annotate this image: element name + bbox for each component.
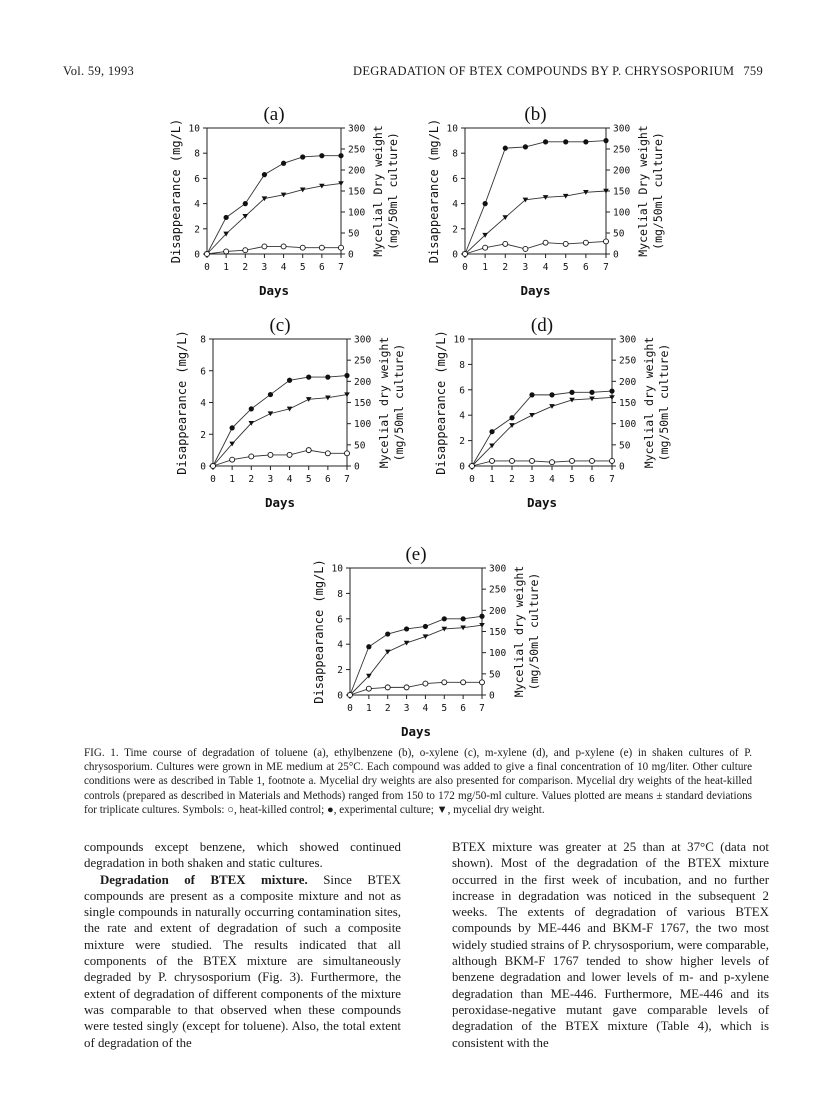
x-tick-label: 1 (229, 474, 236, 485)
data-point-experimental (503, 146, 508, 151)
data-point-experimental (262, 172, 267, 177)
y-tick-label: 2 (452, 224, 458, 236)
data-point-heat-killed (385, 685, 390, 690)
y-tick-label: 10 (453, 334, 465, 346)
data-point-experimental (243, 201, 248, 206)
data-point-heat-killed (470, 464, 475, 469)
data-point-experimental (563, 139, 568, 144)
y2-tick-label: 0 (619, 461, 625, 473)
data-point-heat-killed (224, 249, 229, 254)
data-point-experimental (306, 375, 311, 380)
x-tick-label: 7 (344, 474, 350, 485)
y-axis-title: Disappearance (mg/L) (312, 559, 326, 704)
x-tick-label: 7 (338, 262, 344, 273)
x-tick-label: 0 (469, 474, 475, 485)
data-point-heat-killed (230, 457, 235, 462)
paragraph: compounds except benzene, which showed continued degradation in both shaken and static cultures. (84, 840, 401, 871)
y2-tick-label: 200 (489, 605, 507, 617)
x-tick-label: 3 (529, 474, 535, 485)
data-point-heat-killed (604, 239, 609, 244)
data-point-heat-killed (510, 458, 515, 463)
data-point-experimental (338, 153, 343, 158)
data-point-heat-killed (570, 458, 575, 463)
x-tick-label: 0 (462, 262, 468, 273)
x-tick-label: 4 (280, 262, 287, 273)
y2-tick-label: 0 (489, 690, 495, 702)
y-tick-label: 6 (459, 385, 465, 397)
data-point-heat-killed (550, 460, 555, 465)
data-point-dry-weight (549, 404, 555, 409)
x-tick-label: 3 (522, 262, 529, 273)
data-point-experimental (281, 161, 286, 166)
data-point-experimental (489, 429, 494, 434)
data-point-experimental (300, 154, 305, 159)
y2-axis-title-units: (mg/50ml culture) (651, 132, 665, 250)
data-point-heat-killed (543, 240, 548, 245)
data-point-experimental (249, 406, 254, 411)
y2-tick-label: 100 (619, 419, 637, 431)
y2-tick-label: 150 (619, 398, 637, 409)
figure-caption: FIG. 1. Time course of degradation of toluene (a), ethylbenzene (b), o-xylene (c), m-xylene (d), and p-xylene (e) in shaken cultures of P. chrysosporium. Cultures were grown in ME medium at 25°C. Each compound was added to give a final concentration of 10 mg/liter. Other culture conditions were as described in Table 1, footnote a. Mycelial dry weights are also presented for comparison. Mycelial dry weights of the heat-killed controls (prepared as described in Materials and Methods) ranged from 150 to 172 mg/50-ml culture. Values plotted are means ± standard deviations for triplicate cultures. Symbols: ○, heat-killed control; ●, experimental culture; ▼, mycelial dry weight. (84, 747, 752, 816)
x-tick-label: 5 (299, 262, 306, 273)
y2-tick-label: 0 (354, 461, 360, 473)
section-heading: Degradation of BTEX mixture. (100, 872, 308, 887)
x-tick-label: 6 (582, 262, 589, 273)
y-tick-label: 0 (459, 461, 465, 473)
data-point-experimental (230, 425, 235, 430)
y-tick-label: 4 (337, 639, 343, 651)
panel-label: (d) (530, 315, 554, 336)
y2-tick-label: 0 (348, 249, 354, 261)
data-point-heat-killed (423, 681, 428, 686)
body-column-left (84, 839, 401, 1051)
y2-tick-label: 300 (354, 334, 372, 346)
y2-axis-title: Mycelial dry weight (512, 565, 526, 698)
x-tick-label: 0 (204, 262, 210, 273)
y-tick-label: 2 (194, 224, 200, 236)
x-tick-label: 1 (365, 703, 372, 714)
data-point-experimental (268, 392, 273, 397)
y-tick-label: 2 (200, 429, 206, 441)
data-point-experimental (319, 153, 324, 158)
y-tick-label: 0 (200, 461, 206, 473)
y2-tick-label: 150 (354, 398, 372, 409)
y2-tick-label: 250 (354, 355, 372, 367)
x-tick-label: 3 (267, 474, 274, 485)
series-line-filled-circle (465, 141, 606, 254)
y2-axis-title-units: (mg/50ml culture) (386, 132, 400, 250)
data-point-experimental (461, 616, 466, 621)
data-point-experimental (569, 390, 574, 395)
y-tick-label: 6 (337, 614, 343, 626)
x-axis-title: Days (520, 283, 551, 298)
data-point-heat-killed (281, 244, 286, 249)
x-tick-label: 4 (549, 474, 555, 485)
data-point-heat-killed (442, 680, 447, 685)
data-point-experimental (287, 378, 292, 383)
data-point-heat-killed (483, 245, 488, 250)
panel-label: (a) (263, 104, 285, 125)
y2-tick-label: 200 (613, 165, 631, 177)
y2-axis-title: Mycelial dry weight (377, 336, 391, 469)
data-point-heat-killed (463, 252, 468, 257)
x-axis-title: Days (264, 495, 296, 510)
x-tick-label: 5 (441, 703, 448, 714)
x-tick-label: 0 (347, 703, 353, 714)
y-tick-label: 8 (452, 148, 458, 160)
y2-tick-label: 150 (348, 186, 366, 198)
data-point-experimental (543, 139, 548, 144)
data-point-experimental (479, 614, 484, 619)
y-tick-label: 4 (459, 410, 465, 422)
x-tick-label: 2 (502, 262, 509, 273)
data-point-experimental (366, 644, 371, 649)
x-tick-label: 0 (210, 474, 216, 485)
x-tick-label: 7 (603, 262, 609, 273)
data-point-experimental (603, 138, 608, 143)
y2-tick-label: 300 (489, 563, 507, 575)
x-tick-label: 1 (482, 262, 489, 273)
data-point-experimental (583, 139, 588, 144)
y2-tick-label: 100 (348, 207, 366, 219)
y-tick-label: 6 (452, 173, 458, 185)
data-point-experimental (423, 624, 428, 629)
data-point-heat-killed (319, 245, 324, 250)
y2-tick-label: 250 (489, 584, 507, 596)
data-point-experimental (523, 144, 528, 149)
y-tick-label: 8 (459, 359, 465, 371)
y2-tick-label: 100 (489, 648, 507, 660)
y-tick-label: 0 (194, 249, 200, 261)
data-point-heat-killed (243, 248, 248, 253)
page-number: 759 (743, 64, 763, 78)
y2-tick-label: 200 (619, 376, 637, 388)
y2-tick-label: 200 (348, 165, 366, 177)
x-tick-label: 2 (242, 262, 249, 273)
x-tick-label: 6 (318, 262, 325, 273)
paragraph-text: Since BTEX compounds are present as a composite mixture and not as single compounds in naturally occurring contamination sites, the rate and extent of degradation of such a composite mixture were studied. The results indicated that all components of the BTEX mixture are simultaneously degraded by P. chrysosporium (Fig. 3). Furthermore, the extent of degradation of different components of the mixture was comparable to that observed when these compounds were tested singly (except for toluene). Also, the total extent of degradation of the (84, 872, 401, 1050)
y-axis-title: Disappearance (mg/L) (175, 330, 189, 475)
y2-tick-label: 100 (613, 207, 631, 219)
y2-axis-title-units: (mg/50ml culture) (392, 343, 406, 462)
x-tick-label: 3 (403, 703, 410, 714)
x-axis-title: Days (258, 283, 290, 298)
series-line-filled-circle (207, 156, 341, 254)
x-tick-label: 4 (286, 474, 293, 485)
data-point-heat-killed (530, 458, 535, 463)
data-point-heat-killed (366, 686, 371, 691)
x-tick-label: 2 (509, 474, 515, 485)
panel-label: (c) (269, 315, 291, 336)
y2-axis-title-units: (mg/50ml culture) (657, 343, 671, 462)
x-tick-label: 5 (569, 474, 575, 485)
data-point-heat-killed (461, 680, 466, 685)
y-tick-label: 6 (194, 173, 200, 185)
x-tick-label: 7 (479, 703, 485, 714)
data-point-heat-killed (480, 680, 485, 685)
journal-volume: Vol. 59, 1993 (63, 64, 135, 78)
x-tick-label: 6 (589, 474, 595, 485)
x-tick-label: 2 (248, 474, 255, 485)
y2-tick-label: 200 (354, 376, 372, 388)
y2-axis-title: Mycelial Dry weight (371, 125, 385, 257)
data-point-experimental (529, 392, 534, 397)
y-tick-label: 2 (459, 436, 465, 448)
series-line-filled-circle (472, 391, 612, 466)
data-point-experimental (589, 390, 594, 395)
data-point-dry-weight (529, 413, 535, 418)
y2-tick-label: 300 (619, 334, 637, 346)
y2-tick-label: 250 (619, 355, 637, 367)
data-point-heat-killed (205, 252, 210, 257)
data-point-heat-killed (211, 464, 216, 469)
paragraph: BTEX mixture was greater at 25 than at 37°C (data not shown). Most of the degradation of the BTEX mixture occurred in the first week of incubation, and no further increase in degradation was noticed in the subsequent 2 weeks. The extents of degradation of various BTEX compounds by ME-446 and BKM-F 1767, the two most widely studied strains of P. chrysosporium, were comparable, although BKM-F 1767 tended to show higher levels of benzene degradation and lower levels of m- and p-xylene degradation than ME-446. Furthermore, ME-446 and its peroxidase-negative mutant gave comparable levels of degradation of the BTEX mixture (Table 4), which is consistent with the (452, 840, 769, 1050)
data-point-experimental (224, 215, 229, 220)
y-tick-label: 0 (337, 690, 343, 702)
data-point-heat-killed (503, 241, 508, 246)
data-point-heat-killed (339, 245, 344, 250)
data-point-heat-killed (262, 244, 267, 249)
data-point-heat-killed (268, 452, 273, 457)
paragraph (84, 872, 401, 1051)
data-point-heat-killed (348, 693, 353, 698)
y2-tick-label: 50 (348, 228, 360, 240)
data-point-experimental (404, 626, 409, 631)
panel-label: (b) (524, 104, 547, 125)
data-point-heat-killed (590, 458, 595, 463)
y2-tick-label: 250 (613, 144, 631, 156)
x-tick-label: 7 (609, 474, 615, 485)
y-tick-label: 8 (200, 334, 206, 346)
data-point-heat-killed (249, 454, 254, 459)
y2-tick-label: 100 (354, 419, 372, 431)
x-tick-label: 5 (562, 262, 569, 273)
y-tick-label: 8 (337, 588, 343, 600)
y2-tick-label: 0 (613, 249, 619, 261)
article-running-title: DEGRADATION OF BTEX COMPOUNDS BY P. CHRYSOSPORIUM (353, 64, 735, 78)
y-tick-label: 6 (200, 366, 206, 378)
x-axis-title: Days (400, 724, 432, 739)
x-tick-label: 6 (324, 474, 331, 485)
data-point-heat-killed (583, 240, 588, 245)
x-tick-label: 1 (489, 474, 495, 485)
data-point-experimental (483, 201, 488, 206)
y-tick-label: 4 (200, 398, 206, 409)
x-tick-label: 2 (384, 703, 391, 714)
x-tick-label: 6 (460, 703, 467, 714)
data-point-experimental (442, 616, 447, 621)
y2-tick-label: 150 (489, 627, 507, 638)
body-column-right (452, 839, 769, 1051)
panel-label: (e) (405, 544, 427, 565)
y-axis-title: Disappearance (mg/L) (427, 118, 441, 264)
x-tick-label: 4 (542, 262, 549, 273)
x-tick-label: 3 (261, 262, 268, 273)
x-tick-label: 5 (305, 474, 312, 485)
data-point-experimental (344, 373, 349, 378)
data-point-heat-killed (300, 245, 305, 250)
data-point-experimental (509, 415, 514, 420)
y2-axis-title: Mycelial Dry weight (636, 125, 650, 257)
x-tick-label: 4 (422, 703, 429, 714)
y2-tick-label: 50 (619, 440, 631, 452)
data-point-experimental (325, 375, 330, 380)
data-point-heat-killed (490, 458, 495, 463)
y-tick-label: 4 (194, 199, 200, 211)
y-tick-label: 10 (188, 123, 200, 135)
y2-axis-title-units: (mg/50ml culture) (527, 572, 541, 691)
y-tick-label: 10 (331, 563, 343, 575)
y2-tick-label: 50 (613, 228, 625, 240)
data-point-experimental (549, 392, 554, 397)
y-axis-title: Disappearance (mg/L) (434, 330, 448, 475)
y-tick-label: 10 (446, 123, 458, 135)
data-point-heat-killed (306, 448, 311, 453)
y-axis-title: Disappearance (mg/L) (169, 118, 183, 264)
data-point-heat-killed (523, 246, 528, 251)
x-axis-title: Days (526, 495, 558, 510)
y2-tick-label: 150 (613, 186, 631, 198)
y2-tick-label: 50 (489, 669, 501, 681)
y2-tick-label: 300 (613, 123, 631, 135)
data-point-heat-killed (563, 241, 568, 246)
y-tick-label: 2 (337, 665, 343, 677)
y2-tick-label: 250 (348, 144, 366, 156)
y2-tick-label: 300 (348, 123, 366, 135)
y2-tick-label: 50 (354, 440, 366, 452)
data-point-dry-weight (404, 641, 410, 646)
y-tick-label: 8 (194, 148, 200, 160)
data-point-heat-killed (325, 451, 330, 456)
data-point-heat-killed (610, 458, 615, 463)
data-point-experimental (385, 631, 390, 636)
data-point-heat-killed (345, 451, 350, 456)
x-tick-label: 1 (223, 262, 230, 273)
y-tick-label: 0 (452, 249, 458, 261)
data-point-experimental (609, 388, 614, 393)
data-point-dry-weight (268, 411, 274, 416)
data-point-heat-killed (287, 452, 292, 457)
y-tick-label: 4 (452, 199, 458, 211)
y2-axis-title: Mycelial dry weight (642, 336, 656, 469)
data-point-heat-killed (404, 685, 409, 690)
